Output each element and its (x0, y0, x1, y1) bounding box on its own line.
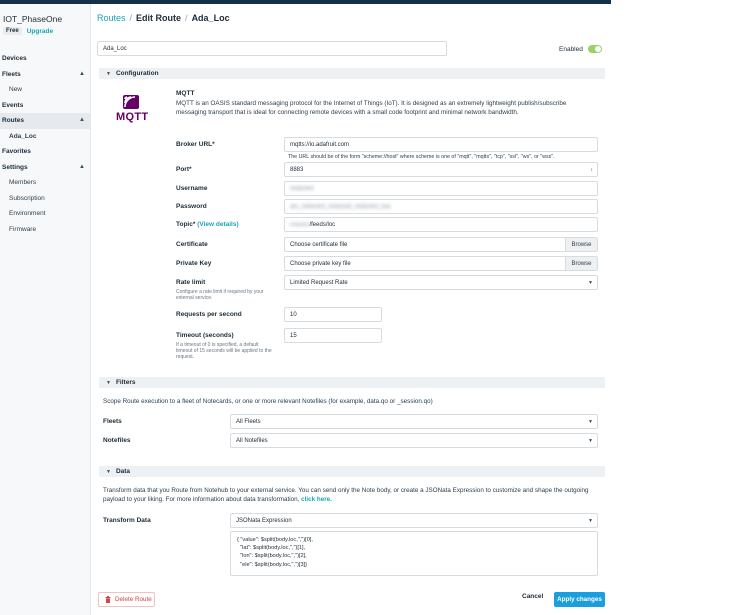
rate-limit-help: Configure a rate limit if required by your external service. (176, 289, 264, 301)
port-label: Port* (176, 166, 192, 173)
sidebar-nav (0, 51, 91, 237)
sidebar-item-route-ada-loc[interactable] (0, 129, 91, 145)
sidebar-item-events[interactable] (0, 98, 91, 114)
username-value: redacted (290, 185, 314, 192)
filters-section-title: Filters (115, 379, 136, 386)
expression-line: { "value": $split(body.loc,",")[0], (237, 537, 313, 543)
sidebar-item-label: Subscription (9, 194, 45, 202)
chevron-up-icon[interactable]: ▲ (79, 163, 85, 170)
breadcrumb-separator: / (129, 13, 133, 23)
breadcrumb (97, 13, 230, 23)
filters-description: Scope Route execution to a fleet of Notecards, or one or more relevant Notefiles (for example, data.qo or _session.qo) (103, 398, 433, 405)
sidebar-item-firmware[interactable] (0, 222, 91, 238)
topic-label (176, 221, 239, 228)
sidebar-item-fleet-new[interactable] (0, 82, 91, 98)
private-key-browse-button[interactable]: Browse (565, 257, 597, 270)
data-section-title: Data (115, 468, 131, 475)
trash-icon (105, 596, 111, 603)
configuration-section-header[interactable] (99, 68, 605, 79)
sidebar (0, 4, 91, 615)
topic-view-details-link[interactable]: (View details) (197, 221, 239, 228)
chevron-down-icon: ▼ (106, 379, 111, 386)
chevron-up-icon[interactable]: ▲ (79, 117, 85, 123)
stepper-icon[interactable]: ↕ (590, 167, 593, 173)
rate-limit-select[interactable] (284, 275, 598, 290)
expression-line: "lon": $split(body.loc,",")[2], (237, 553, 307, 560)
rate-limit-value: Limited Request Rate (290, 279, 348, 286)
private-key-placeholder: Choose private key file (290, 260, 351, 267)
sidebar-item-label: Settings (2, 163, 28, 171)
timeout-label: Timeout (seconds) (176, 332, 234, 339)
password-value: aio_redacted_redacted_redacted_key (290, 203, 391, 210)
project-name[interactable]: IOT_PhaseOne (3, 14, 63, 24)
password-input[interactable] (284, 199, 598, 214)
expression-line: "lat": $split(body.loc,",")[1], (237, 545, 306, 552)
sidebar-item-label: New (9, 86, 23, 94)
fleets-value: All Fleets (236, 418, 261, 425)
expression-line: "ele": $split(body.loc,",")[3]} (237, 561, 308, 568)
service-description: MQTT is an OASIS standard messaging protocol for the Internet of Things (IoT). It is designed as an extremely lightweight publish/subscribe messaging transport that is ideal for connecting remote devices with a small code footprint and minimal network bandwidth. (176, 100, 567, 116)
data-section-header[interactable] (99, 466, 605, 477)
chevron-down-icon: ▼ (588, 280, 593, 286)
requests-per-second-value: 10 (290, 311, 297, 318)
password-label: Password (176, 203, 207, 210)
rate-limit-label: Rate limit (176, 279, 206, 286)
sidebar-item-label: Devices (2, 55, 27, 63)
data-click-here-link[interactable]: click here. (301, 496, 332, 503)
sidebar-item-favorites[interactable] (0, 144, 91, 160)
topic-input[interactable] (284, 217, 598, 232)
delete-route-button[interactable] (98, 592, 155, 607)
timeout-help: If a timeout of 0 is specified, a default timeout of 15 seconds will be applied to the request. (176, 342, 272, 360)
breadcrumb-separator: / (185, 13, 188, 23)
chevron-down-icon: ▼ (106, 70, 111, 77)
timeout-value: 15 (290, 332, 297, 339)
sidebar-item-members[interactable] (0, 175, 91, 191)
private-key-file-input[interactable] (284, 256, 598, 271)
topic-value: /feeds/loc (309, 221, 336, 228)
transform-data-value: JSONata Expression (236, 517, 292, 524)
sidebar-item-label: Environment (9, 210, 46, 218)
data-description-text: Transform data that you Route from Notehub to your external service. You can send only the Note body, or create a JSONata Expression to customize and shape the outgoing payload to your liking. For more information about data transformation, (103, 487, 589, 503)
sidebar-item-devices[interactable] (0, 51, 91, 67)
configuration-section-title: Configuration (115, 70, 159, 77)
fleets-select[interactable] (230, 414, 598, 429)
enabled-row (559, 45, 602, 53)
sidebar-item-environment[interactable] (0, 206, 91, 222)
certificate-placeholder: Choose certificate file (290, 241, 348, 248)
service-title: MQTT (176, 90, 195, 97)
sidebar-item-label: Members (9, 179, 37, 187)
route-name-value: Ada_Loc (103, 45, 127, 52)
apply-changes-button[interactable]: Apply changes (554, 592, 605, 607)
mqtt-logo-text: MQTT (116, 111, 149, 123)
broker-url-input[interactable] (284, 137, 598, 152)
chevron-down-icon: ▼ (588, 438, 593, 444)
route-name-input[interactable] (97, 41, 447, 56)
fleets-label: Fleets (103, 418, 122, 425)
topic-prefix: redacted (290, 221, 310, 228)
requests-per-second-label: Requests per second (176, 311, 242, 318)
chevron-up-icon[interactable]: ▲ (79, 70, 85, 77)
sidebar-item-settings[interactable] (0, 160, 91, 176)
broker-url-label: Broker URL* (176, 141, 215, 148)
sidebar-item-label: Routes (2, 117, 25, 125)
chevron-down-icon: ▼ (588, 419, 593, 425)
certificate-browse-button[interactable]: Browse (565, 238, 597, 251)
breadcrumb-current: Ada_Loc (191, 13, 230, 23)
sidebar-item-label: Favorites (2, 148, 31, 156)
sidebar-item-subscription[interactable] (0, 191, 91, 207)
chevron-down-icon: ▼ (106, 468, 111, 475)
chevron-down-icon: ▼ (588, 518, 593, 524)
transform-data-select[interactable] (230, 513, 598, 528)
notefiles-select[interactable] (230, 433, 598, 448)
notefiles-label: Notefiles (103, 437, 131, 444)
broker-url-value: mqtts://io.adafruit.com (290, 141, 350, 148)
upgrade-link[interactable]: Upgrade (26, 27, 54, 35)
requests-per-second-input[interactable] (284, 307, 382, 322)
jsonata-expression-textarea[interactable] (230, 531, 598, 576)
cancel-button[interactable]: Cancel (522, 593, 544, 600)
sidebar-item-fleets[interactable] (0, 67, 91, 83)
username-label: Username (176, 185, 208, 192)
breadcrumb-routes[interactable]: Routes (97, 13, 126, 23)
timeout-input[interactable] (284, 328, 382, 343)
topic-label-text: Topic* (176, 221, 196, 228)
username-input[interactable] (284, 181, 598, 196)
toggle-knob (595, 46, 601, 52)
sidebar-item-label: Events (2, 101, 24, 109)
port-input[interactable] (284, 162, 598, 177)
certificate-file-input[interactable] (284, 237, 598, 252)
notefiles-value: All Notefiles (236, 437, 268, 444)
private-key-label: Private Key (176, 260, 212, 267)
port-value: 8883 (290, 166, 304, 173)
plan-row (3, 27, 53, 35)
sidebar-item-label: Fleets (2, 70, 21, 78)
enabled-toggle[interactable] (588, 45, 602, 53)
transform-data-label: Transform Data (103, 517, 151, 524)
sidebar-item-routes[interactable] (0, 113, 91, 129)
main-content (92, 4, 611, 615)
breadcrumb-edit-route: Edit Route (136, 13, 182, 23)
filters-section-header[interactable] (99, 377, 605, 388)
sidebar-item-label: Ada_Loc (9, 132, 37, 140)
delete-route-label: Delete Route (115, 596, 152, 603)
sidebar-item-label: Firmware (9, 225, 37, 233)
certificate-label: Certificate (176, 241, 208, 248)
plan-badge: Free (3, 27, 22, 35)
data-description (103, 486, 593, 504)
broker-url-hint: The URL should be of the form "scheme://host" where scheme is one of "mqtt", "mqtts", "tcp", "ssl", "ws", or "wss". (288, 154, 555, 160)
enabled-label: Enabled (559, 45, 583, 53)
